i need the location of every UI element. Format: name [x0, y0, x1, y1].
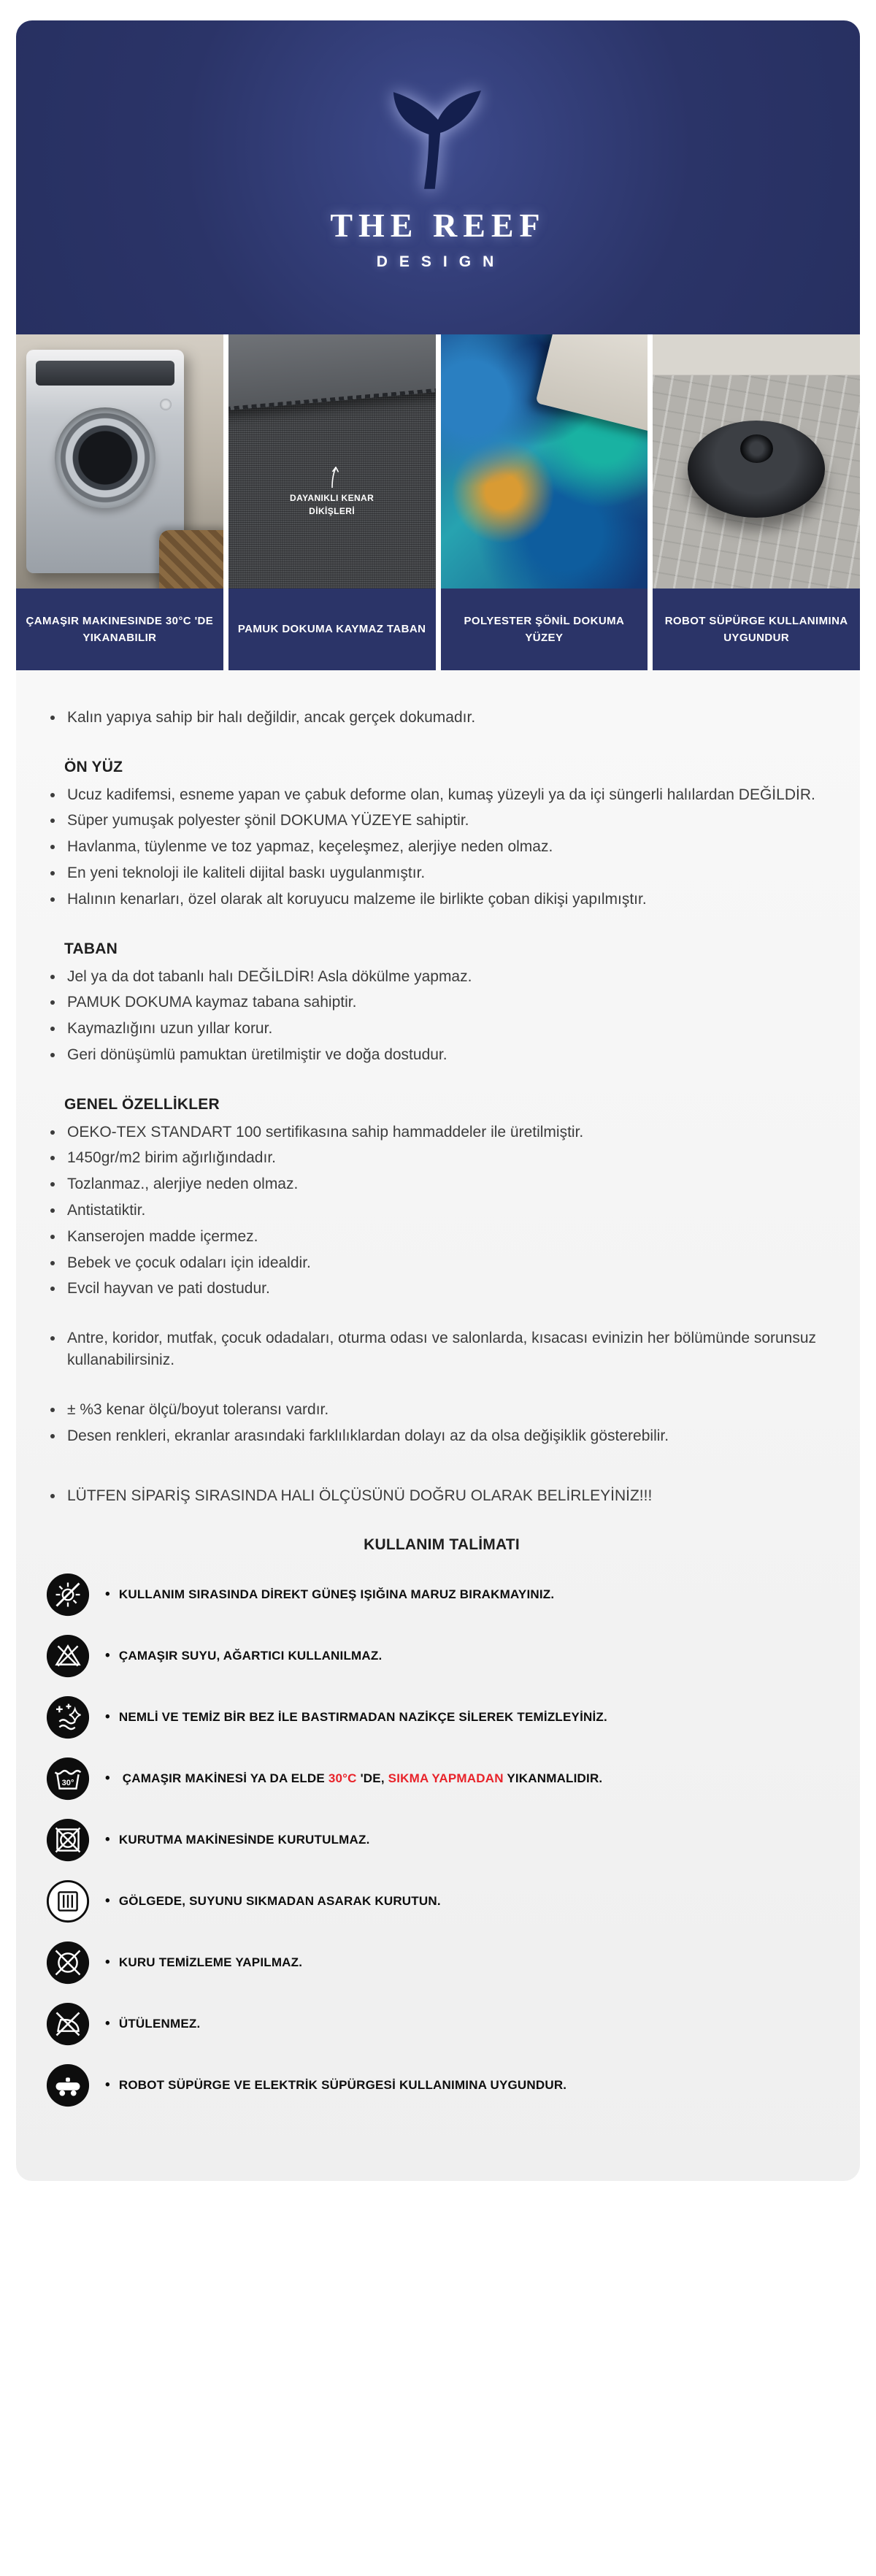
product-details [16, 670, 860, 2181]
care-text: • KURU TEMİZLEME YAPILMAZ. [105, 1953, 302, 1973]
care-item-no-iron [45, 2001, 860, 2047]
wipe-clean-icon [45, 1695, 91, 1740]
whale-tail-logo-icon [383, 77, 493, 196]
washer-knob [160, 399, 172, 410]
feature-caption: ROBOT SÜPÜRGE KULLANIMINA UYGUNDUR [653, 589, 860, 670]
section-title-base: TABAN [64, 940, 118, 957]
no-sunlight-icon [45, 1572, 91, 1617]
care-item-robot-vacuum-ok [45, 2063, 860, 2108]
bullet-item: • OEKO-TEX STANDART 100 sertifikasına sahip hammaddeler ile üretilmiştir. [64, 1122, 819, 1143]
wash-text-red: SIKMA YAPMADAN [388, 1771, 504, 1785]
front-face-bullet-list [16, 784, 860, 911]
edge-stitch-art [228, 386, 436, 412]
bullet-item: • Evcil hayvan ve pati dostudur. [64, 1278, 819, 1300]
robot-vacuum-photo [653, 334, 860, 589]
wash-30-icon [45, 1756, 91, 1801]
wash-text-part: 'DE, [356, 1771, 388, 1785]
care-item-wipe-clean [45, 1695, 860, 1740]
bullet-item: • Kaymazlığını uzun yıllar korur. [64, 1018, 819, 1040]
care-instructions-title: KULLANIM TALİMATI [364, 1536, 520, 1554]
care-text: • KULLANIM SIRASINDA DİREKT GÜNEŞ IŞIĞINA MARUZ BIRAKMAYINIZ. [105, 1585, 554, 1605]
woven-base-photo [228, 334, 436, 589]
edge-annotation-text: DAYANIKLI KENAR DİKİŞLERİ [290, 492, 374, 516]
bullet-item: • 1450gr/m2 birim ağırlığındadır. [64, 1147, 819, 1169]
laundry-basket-art [159, 530, 223, 589]
up-arrow-icon [325, 467, 339, 488]
no-tumble-dry-icon [45, 1817, 91, 1863]
washer-door [55, 407, 155, 508]
care-item-no-sunlight [45, 1572, 860, 1617]
wash-text-part: ÇAMAŞIR MAKİNESİ YA DA ELDE [122, 1771, 328, 1785]
feature-caption: POLYESTER ŞÖNİL DOKUMA YÜZEY [441, 589, 648, 670]
tolerance-bullet-list [16, 1399, 860, 1447]
rug-folded-edge-art [228, 334, 436, 412]
care-item-drip-dry [45, 1879, 860, 1924]
care-item-no-tumble-dry [45, 1817, 860, 1863]
bullet-item: • Tozlanmaz., alerjiye neden olmaz. [64, 1173, 819, 1195]
care-text: • ÜTÜLENMEZ. [105, 2015, 200, 2034]
feature-caption: ÇAMAŞIR MAKINESINDE 30°C 'DE YIKANABILIR [16, 589, 223, 670]
care-text: • KURUTMA MAKİNESİNDE KURUTULMAZ. [105, 1831, 370, 1850]
care-item-no-dry-clean [45, 1940, 860, 1985]
bullet-item: • Antre, koridor, mutfak, çocuk odadaları, oturma odası ve salonlarda, kısacası evinizin her bölümünde sorunsuz kullanabilirsiniz. [64, 1327, 819, 1371]
drip-dry-icon [45, 1879, 91, 1924]
care-text-wash [105, 1769, 602, 1789]
usage-bullet-list [16, 1327, 860, 1371]
intro-bullet-list [16, 707, 860, 729]
bullet-item: • Kanserojen madde içermez. [64, 1226, 819, 1248]
bullet-item: • LÜTFEN SİPARİŞ SIRASINDA HALI ÖLÇÜSÜNÜ DOĞRU OLARAK BELİRLEYİNİZ!!! [64, 1485, 819, 1507]
bullet-item: • Ucuz kadifemsi, esneme yapan ve çabuk deforme olan, kumaş yüzeyli ya da içi süngerli halılardan DEĞİLDİR. [64, 784, 819, 806]
feature-caption: PAMUK DOKUMA KAYMAZ TABAN [228, 589, 436, 670]
no-bleach-icon [45, 1633, 91, 1679]
bullet-item: • PAMUK DOKUMA kaymaz tabana sahiptir. [64, 992, 819, 1013]
section-title-front-face: ÖN YÜZ [64, 758, 123, 775]
care-item-no-bleach [45, 1633, 860, 1679]
robot-vacuum-ok-icon [45, 2063, 91, 2108]
bullet-item: • Kalın yapıya sahip bir halı değildir, ancak gerçek dokumadır. [64, 707, 819, 729]
base-bullet-list [16, 966, 860, 1066]
brand-subtitle: DESIGN [376, 253, 506, 270]
bullet-item: • Antistatiktir. [64, 1200, 819, 1222]
brand-name: THE REEF [330, 207, 546, 244]
care-text: • GÖLGEDE, SUYUNU SIKMADAN ASARAK KURUTUN. [105, 1892, 441, 1912]
washing-machine-photo [16, 334, 223, 589]
robot-vacuum-art [688, 421, 824, 517]
product-description-page [16, 20, 860, 2181]
bullet-item: • ± %3 kenar ölçü/boyut toleransı vardır. [64, 1399, 819, 1421]
care-item-wash-30 [45, 1756, 860, 1801]
section-title-general: GENEL ÖZELLİKLER [64, 1095, 220, 1113]
feature-card-chenille-surface [441, 334, 648, 670]
feature-card-robot-vacuum [653, 334, 860, 670]
general-bullet-list [16, 1122, 860, 1300]
rug-backing-art [536, 334, 648, 435]
no-dry-clean-icon [45, 1940, 91, 1985]
bullet-item: • Desen renkleri, ekranlar arasındaki farklılıklardan dolayı az da olsa değişiklik gösterebilir. [64, 1425, 819, 1447]
care-text: • ÇAMAŞIR SUYU, AĞARTICI KULLANILMAZ. [105, 1647, 382, 1666]
bullet-item: • Jel ya da dot tabanlı halı DEĞİLDİR! Asla dökülme yapmaz. [64, 966, 819, 988]
wash-text-red: 30°C [328, 1771, 357, 1785]
wash-text-part: YIKANMALIDIR. [503, 1771, 603, 1785]
care-text: • NEMLİ VE TEMİZ BİR BEZ İLE BASTIRMADAN NAZİKÇE SİLEREK TEMİZLEYİNİZ. [105, 1708, 607, 1728]
no-iron-icon [45, 2001, 91, 2047]
washer-control-panel [36, 361, 174, 386]
chenille-surface-photo [441, 334, 648, 589]
bullet-item: • Havlanma, tüylenme ve toz yapmaz, keçeleşmez, alerjiye neden olmaz. [64, 836, 819, 858]
edge-stitch-annotation [281, 467, 383, 518]
wash-temp-label: 30° [61, 1779, 74, 1788]
care-text: • ROBOT SÜPÜRGE VE ELEKTRİK SÜPÜRGESİ KULLANIMINA UYGUNDUR. [105, 2076, 566, 2096]
bullet-item: • Bebek ve çocuk odaları için idealdir. [64, 1252, 819, 1274]
bullet-item: • En yeni teknoloji ile kaliteli dijital baskı uygulanmıştır. [64, 862, 819, 884]
order-warning-list [16, 1485, 860, 1507]
feature-cards [16, 334, 860, 670]
robot-turret-art [740, 434, 773, 464]
bullet-item: • Halının kenarları, özel olarak alt koruyucu malzeme ile birlikte çoban dikişi yapılmıştır. [64, 889, 819, 911]
brand-header [16, 20, 860, 334]
bullet-item: • Süper yumuşak polyester şönil DOKUMA YÜZEYE sahiptir. [64, 810, 819, 832]
bullet-item: • Geri dönüşümlü pamuktan üretilmiştir ve doğa dostudur. [64, 1044, 819, 1066]
feature-card-washable [16, 334, 223, 670]
feature-card-non-slip-base [228, 334, 436, 670]
